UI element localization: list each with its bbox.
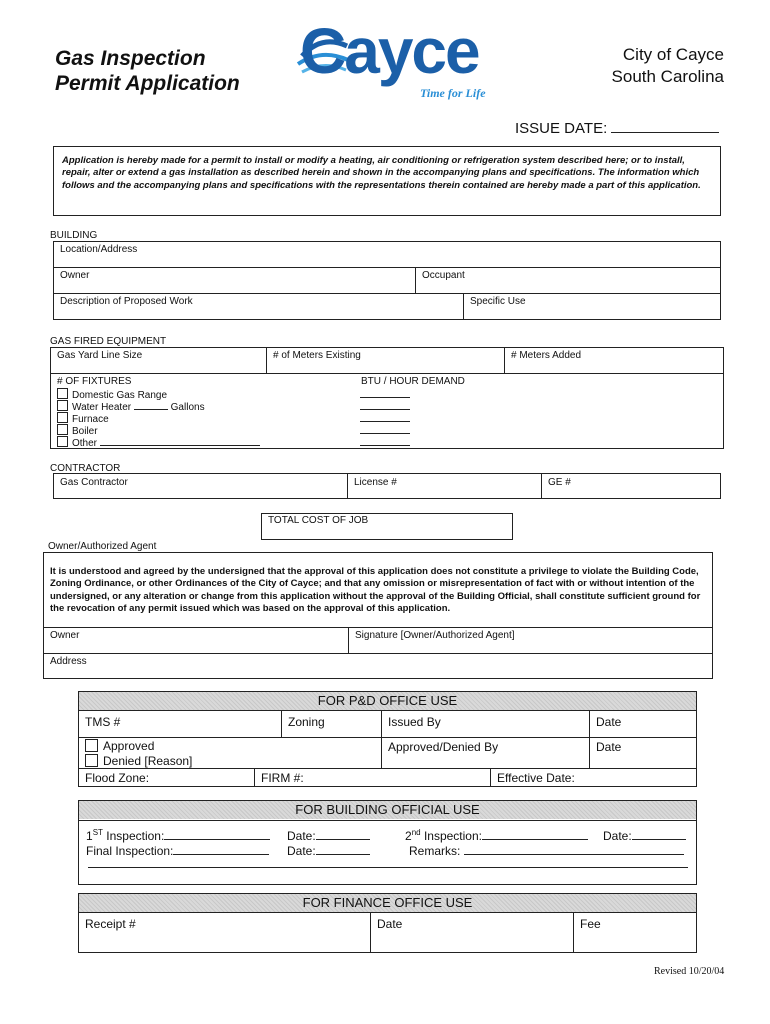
fixture-boiler[interactable]: Boiler [57, 424, 98, 437]
finance-office-title: FOR FINANCE OFFICE USE [302, 895, 473, 910]
building-official-title: FOR BUILDING OFFICIAL USE [295, 802, 480, 817]
owner-agent-statement: It is understood and agreed by the undersigned that the approval of this application does not constitute a privilege to violate the Building Code, Zoning Ordinance, or other Ordinances of the City of Cayce; and that any omission or misrepresentation of fact with or without intention of the undersigned, or any alteration or change from this application without the approval of the Building Official, shall constitute sufficient ground for the revocation of any permit issued which was based on the approval of this application. [50, 566, 701, 615]
btu-field-1[interactable] [360, 397, 410, 398]
remarks-field[interactable]: Remarks: [409, 844, 684, 858]
signature-field[interactable]: Signature [Owner/Authorized Agent] [355, 630, 515, 641]
issue-date-field[interactable] [611, 120, 719, 133]
fixture-domestic-gas-range[interactable]: Domestic Gas Range [57, 388, 167, 401]
first-inspection-field[interactable]: 1ST Inspection: [86, 828, 270, 843]
owner-name-field[interactable]: Owner [50, 630, 80, 641]
cayce-logo [292, 15, 502, 104]
owner-agent-section-label: Owner/Authorized Agent [48, 541, 157, 552]
btu-field-4[interactable] [360, 433, 410, 434]
effective-date-field[interactable]: Effective Date: [497, 771, 575, 785]
checkbox[interactable] [57, 436, 68, 447]
intro-box [53, 146, 721, 216]
fixture-water-heater[interactable]: Water Heater Gallons [57, 400, 205, 413]
gas-yard-line-size-field[interactable]: Gas Yard Line Size [57, 350, 143, 361]
form-title-line1: Gas Inspection [55, 47, 206, 70]
btu-field-3[interactable] [360, 421, 410, 422]
fixtures-label: # OF FIXTURES [57, 376, 132, 387]
fixture-other[interactable]: Other [57, 436, 260, 449]
receipt-field[interactable]: Receipt # [85, 917, 136, 931]
date-b-field[interactable]: Date: [603, 829, 686, 843]
tms-field[interactable]: TMS # [85, 715, 121, 729]
btu-field-5[interactable] [360, 445, 410, 446]
btu-field-2[interactable] [360, 409, 410, 410]
license-field[interactable]: License # [354, 477, 397, 488]
checkbox[interactable] [57, 424, 68, 435]
revised-date: Revised 10/20/04 [654, 966, 725, 977]
checkbox[interactable] [85, 739, 98, 752]
firm-field[interactable]: FIRM #: [261, 771, 304, 785]
approved-denied-by-field[interactable]: Approved/Denied By [388, 740, 499, 754]
btu-label: BTU / HOUR DEMAND [361, 376, 465, 387]
finance-date-field[interactable]: Date [377, 917, 403, 931]
form-title [55, 46, 240, 96]
checkbox[interactable] [57, 412, 68, 423]
gas-equipment-section-label: GAS FIRED EQUIPMENT [50, 336, 167, 347]
city-line1: City of Cayce [622, 45, 724, 64]
city-line2: South Carolina [611, 67, 724, 86]
fixture-furnace[interactable]: Furnace [57, 412, 109, 425]
issue-date-label: ISSUE DATE: [515, 120, 608, 137]
date-c-field[interactable]: Date: [287, 844, 370, 858]
final-inspection-field[interactable]: Final Inspection: [86, 844, 269, 858]
address-field[interactable]: Address [50, 656, 87, 667]
form-title-line2: Permit Application [55, 72, 240, 95]
description-of-work-field[interactable]: Description of Proposed Work [60, 296, 193, 307]
pd-office-header [79, 692, 696, 710]
logo-tagline: Time for Life [420, 86, 486, 100]
issue-date[interactable] [515, 120, 719, 137]
specific-use-field[interactable]: Specific Use [470, 296, 526, 307]
occupant-field[interactable]: Occupant [422, 270, 465, 281]
date-a-field[interactable]: Date: [287, 829, 370, 843]
denied-checkbox[interactable]: Denied [Reason] [85, 754, 192, 768]
building-table [53, 241, 721, 320]
fee-field[interactable]: Fee [580, 917, 601, 931]
intro-text: Application is hereby made for a permit to install or modify a heating, air conditioning or refrigeration system described here; or to install, repair, alter or extend a gas installation as described herein and shown in the accompanying plans and specifications. The information which follows and the accompanying plans and specifications with the representations therein contained are hereby made a part of this application. [62, 155, 701, 191]
second-inspection-field[interactable]: 2nd Inspection: [405, 828, 588, 843]
pd-date2-field[interactable]: Date [596, 740, 622, 754]
issued-by-field[interactable]: Issued By [388, 715, 441, 729]
finance-office-header [79, 894, 696, 912]
flood-zone-field[interactable]: Flood Zone: [85, 771, 150, 785]
total-cost-label: TOTAL COST OF JOB [268, 515, 369, 526]
city-name [598, 44, 724, 88]
logo-text: Cayce [300, 15, 479, 87]
location-address-field[interactable]: Location/Address [60, 244, 138, 255]
zoning-field[interactable]: Zoning [288, 715, 325, 729]
meters-added-field[interactable]: # Meters Added [511, 350, 582, 361]
gas-contractor-field[interactable]: Gas Contractor [60, 477, 128, 488]
meters-existing-field[interactable]: # of Meters Existing [273, 350, 361, 361]
pd-date-field[interactable]: Date [596, 715, 622, 729]
checkbox[interactable] [57, 400, 68, 411]
contractor-section-label: CONTRACTOR [50, 463, 121, 474]
building-section-label: BUILDING [50, 230, 98, 241]
checkbox[interactable] [85, 754, 98, 767]
ge-field[interactable]: GE # [548, 477, 571, 488]
owner-field[interactable]: Owner [60, 270, 90, 281]
other-field[interactable] [100, 437, 260, 446]
approved-checkbox[interactable]: Approved [85, 739, 154, 753]
remarks-line[interactable] [88, 867, 688, 868]
gallons-field[interactable] [134, 401, 168, 410]
checkbox[interactable] [57, 388, 68, 399]
building-official-header [79, 801, 696, 819]
pd-office-title: FOR P&D OFFICE USE [317, 693, 458, 708]
